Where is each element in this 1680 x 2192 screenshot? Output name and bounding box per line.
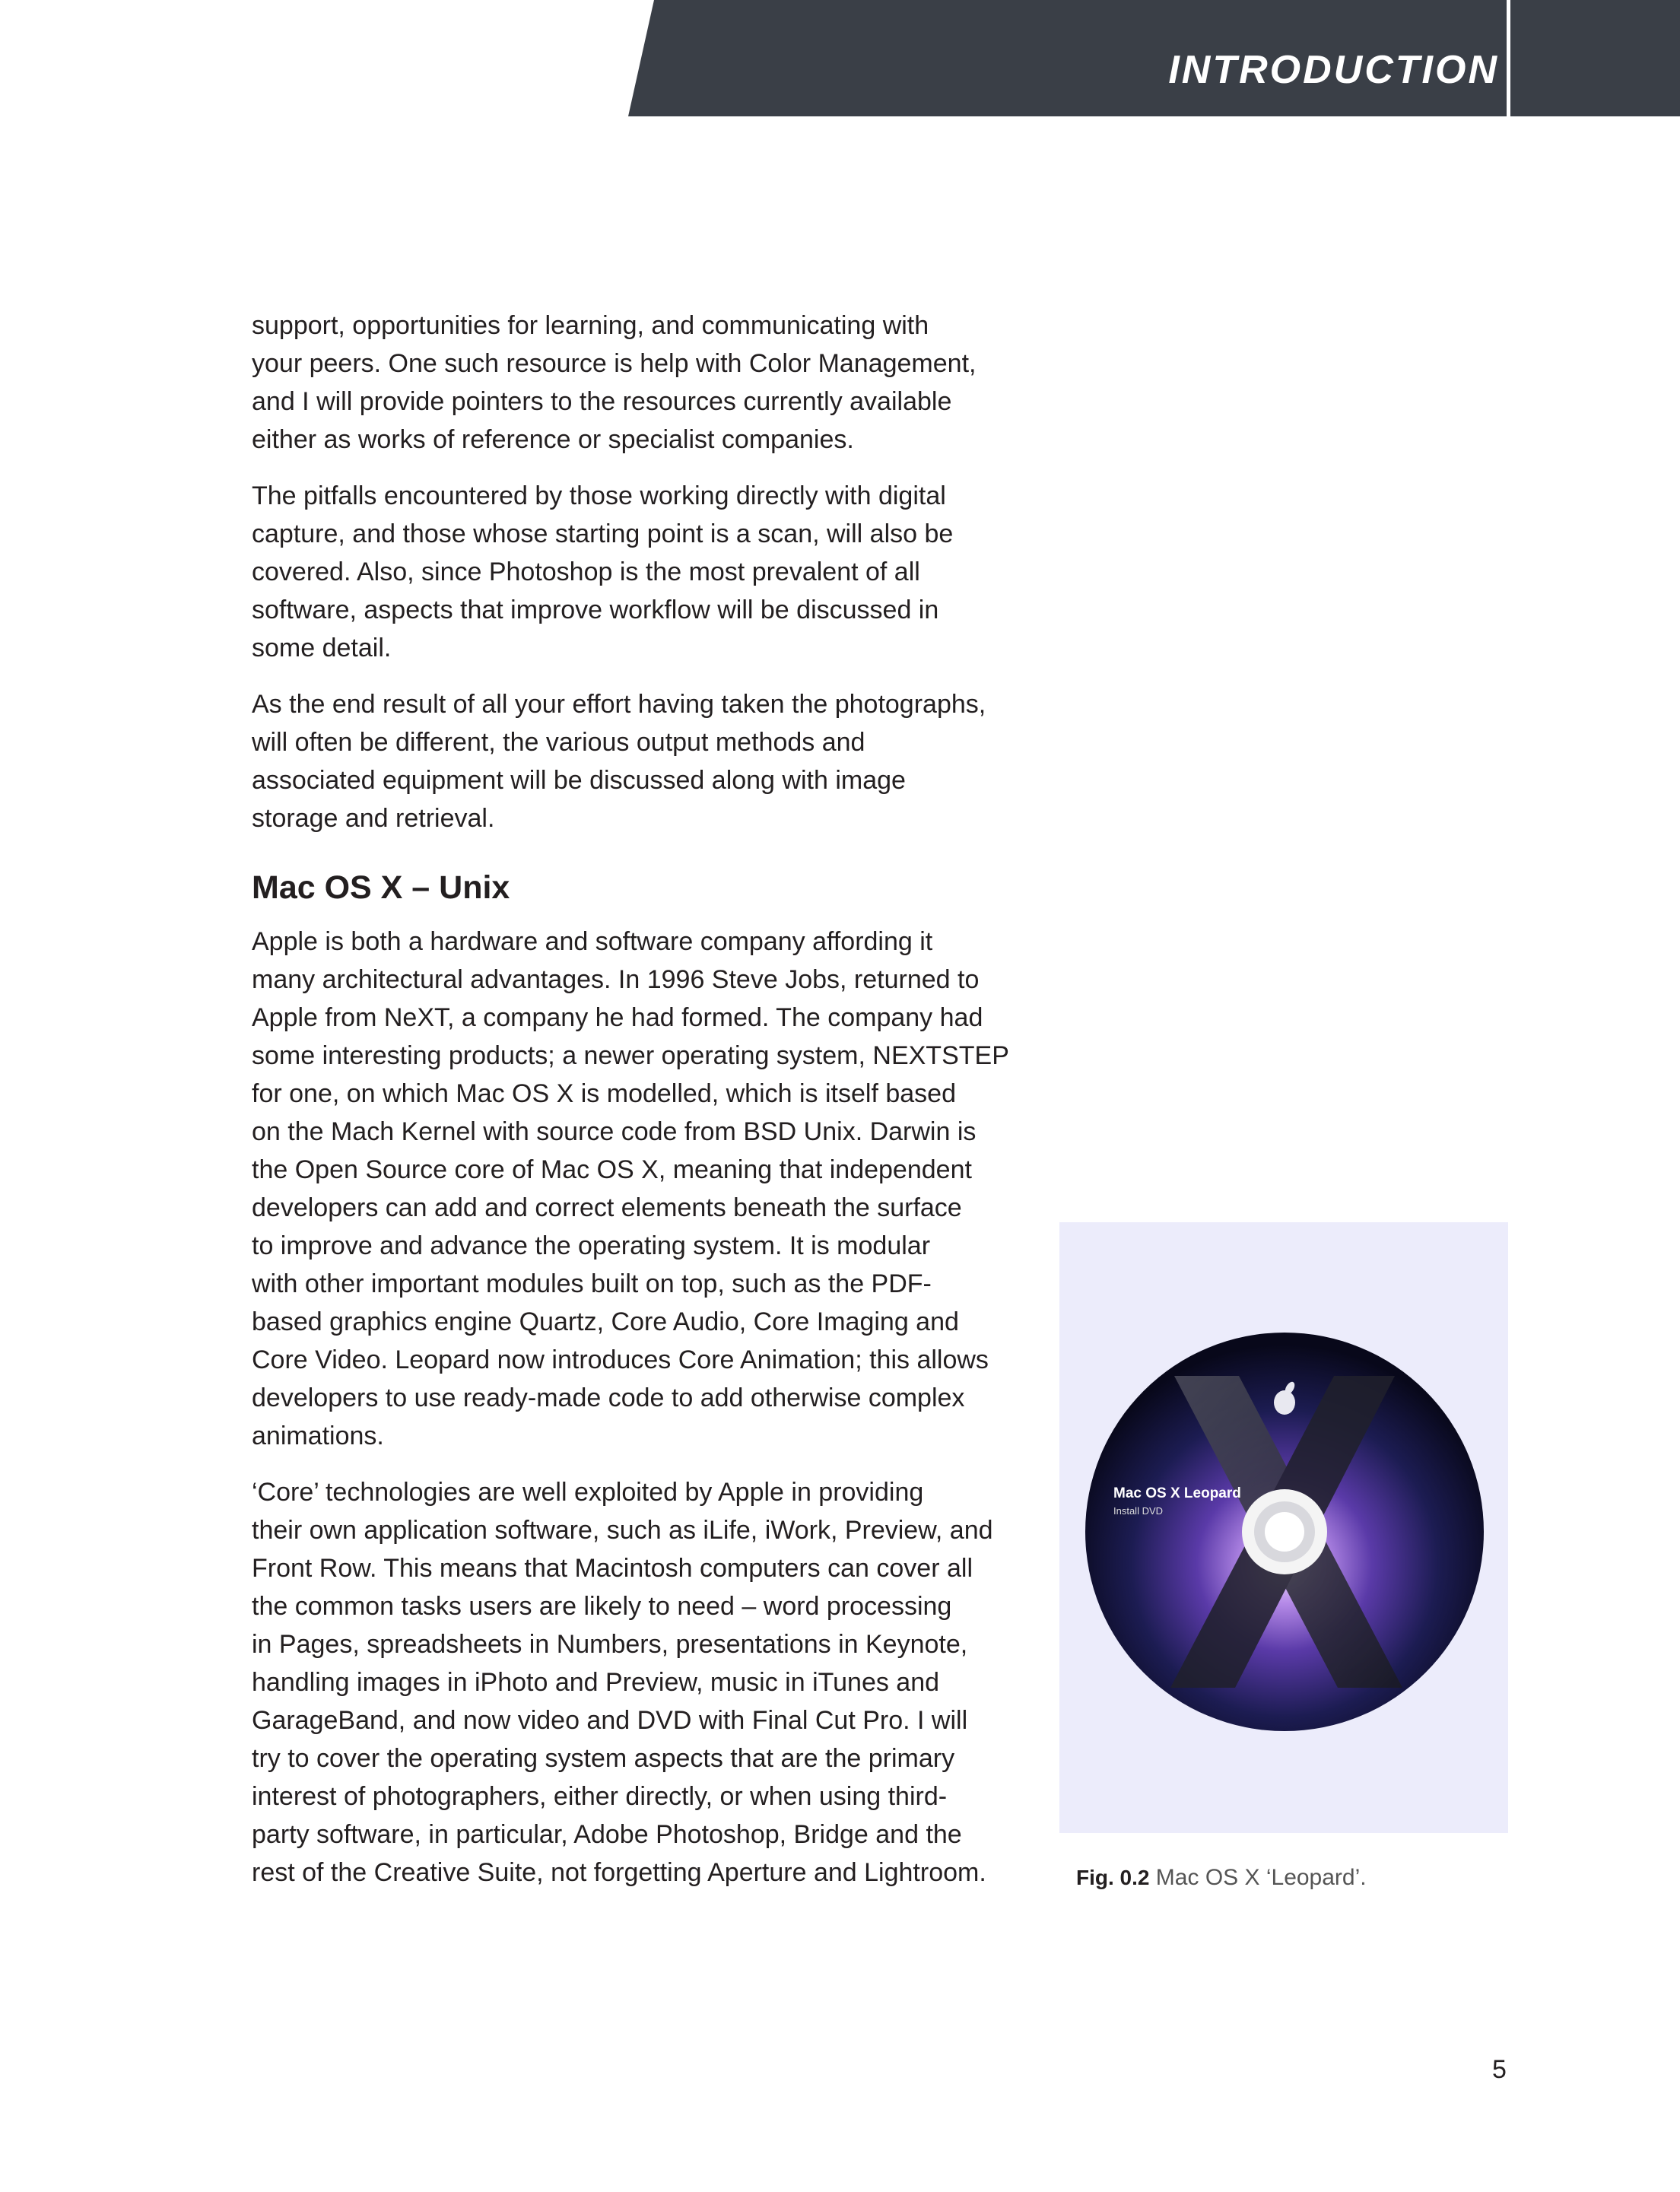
paragraph: Apple is both a hardware and software company affording it many architectural advantages. In 1996 Steve Jobs, returned to Apple from NeXT, a company he had formed. The company had some interesting products; a newer operating system, NEXTSTEP for one, on which Mac OS X is modelled, which is itself based on the Mach Kernel with source code from BSD Unix. Darwin is the Open Source core of Mac OS X, meaning that independent developers can add and correct elements beneath the surface to improve and advance the operating system. It is modular with other important modules built on top, such as the PDF- based graphics engine Quartz, Core Audio, Core Imaging and Core Video. Leopard now introduces Core Animation; this allows developers to use ready-made code to add otherwise complex animations. [252, 927, 1009, 1450]
paragraph: The pitfalls encountered by those working directly with digital capture, and those whose starting point is a scan, will also be covered. Also, since Photoshop is the most prevalent of all software, aspects that improve workflow will be discussed in some detail. [252, 481, 954, 662]
main-text-column [252, 307, 1031, 1910]
page-number: 5 [1492, 2055, 1507, 2084]
apple-logo-icon [1274, 1390, 1295, 1415]
figure-image [1059, 1222, 1508, 1833]
dvd-disc-image [1083, 1330, 1486, 1733]
figure-caption [1076, 1865, 1367, 1891]
paragraph: As the end result of all your effort having taken the photographs, will often be different, the various output methods and associated equipment will be discussed along with image storage and retrieval. [252, 690, 986, 833]
disc-title: Mac OS X Leopard [1113, 1485, 1241, 1501]
section-title: INTRODUCTION [1168, 48, 1499, 92]
figure-caption-text: Mac OS X ‘Leopard’. [1149, 1865, 1367, 1890]
paragraph: ‘Core’ technologies are well exploited by Apple in providing their own application software, such as iLife, iWork, Preview, and Front Row. This means that Macintosh computers can cover all the common tasks users are likely to need – word processing in Pages, spreadsheets in Numbers, presentations in Keynote, handling images in iPhoto and Preview, music in iTunes and GarageBand, and now video and DVD with Final Cut Pro. I will try to cover the operating system aspects that are the primary interest of photographers, either directly, or when using third- party software, in particular, Adobe Photoshop, Bridge and the rest of the Creative Suite, not forgetting Aperture and Lightroom. [252, 1478, 993, 1887]
figure-number: Fig. 0.2 [1076, 1866, 1150, 1889]
header-divider [1507, 0, 1510, 116]
paragraph: support, opportunities for learning, and communicating with your peers. One such resource is help with Color Management, and I will provide pointers to the resources currently available either as works of reference or specialist companies. [252, 311, 977, 454]
disc-subtitle: Install DVD [1113, 1505, 1164, 1517]
section-heading: Mac OS X – Unix [252, 869, 510, 906]
header-band [628, 0, 1680, 116]
